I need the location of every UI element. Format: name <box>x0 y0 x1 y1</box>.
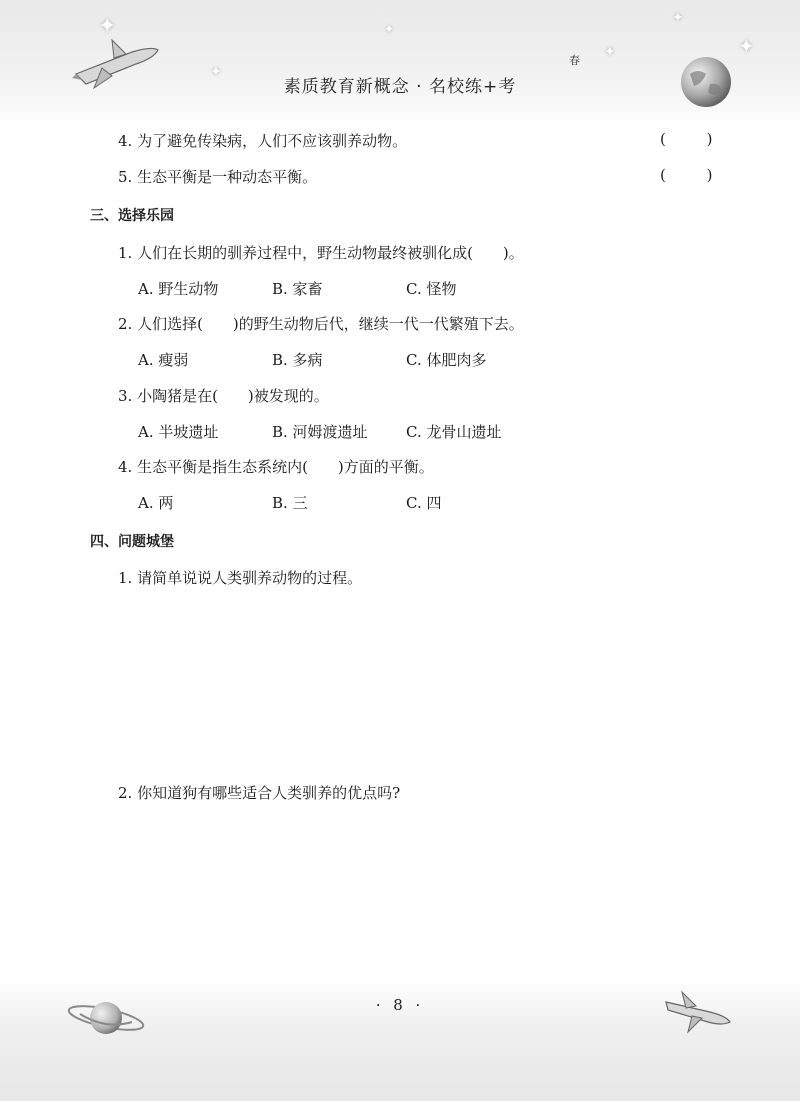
judgment-item: 4. 为了避免传染病，人们不应该驯养动物。 <box>118 132 408 150</box>
sparkle-icon: ✦ <box>604 44 616 60</box>
question-text: 2. 人们选择( )的野生动物后代，继续一代一代繁殖下去。 <box>118 315 524 333</box>
section-heading: 四、问题城堡 <box>90 534 174 550</box>
sparkle-icon: ✦ <box>738 34 755 58</box>
sparkle-icon: ✦ <box>672 10 684 26</box>
sparkle-icon: ✦ <box>98 14 117 39</box>
option-c: C. 四 <box>406 494 442 512</box>
sparkle-icon: ✦ <box>384 22 395 36</box>
page-number: · 8 · <box>375 996 425 1014</box>
section-heading: 三、选择乐园 <box>90 208 174 224</box>
option-c: C. 龙骨山遗址 <box>406 423 502 441</box>
option-b: B. 三 <box>272 494 308 512</box>
option-a: A. 瘦弱 <box>138 351 189 369</box>
answer-bracket: ( ) <box>660 166 731 184</box>
option-c: C. 体肥肉多 <box>406 351 487 369</box>
page-header <box>0 0 800 125</box>
answer-bracket: ( ) <box>660 130 731 148</box>
page-header-title: 素质教育新概念 · 名校练+考 <box>283 77 517 97</box>
option-c: C. 怪物 <box>406 280 457 298</box>
question-text: 3. 小陶猪是在( )被发现的。 <box>118 387 329 405</box>
option-b: B. 家畜 <box>272 280 323 298</box>
option-a: A. 半坡遗址 <box>138 423 219 441</box>
sparkle-icon: ✦ <box>210 64 222 80</box>
option-a: A. 两 <box>138 494 174 512</box>
option-b: B. 多病 <box>272 351 323 369</box>
question-text: 4. 生态平衡是指生态系统内( )方面的平衡。 <box>118 458 434 476</box>
question-text: 2. 你知道狗有哪些适合人类驯养的优点吗? <box>118 784 401 802</box>
judgment-item: 5. 生态平衡是一种动态平衡。 <box>118 168 318 186</box>
question-text: 1. 人们在长期的驯养过程中，野生动物最终被驯化成( )。 <box>118 244 524 262</box>
season-tag: 春 <box>569 54 580 67</box>
question-text: 1. 请简单说说人类驯养动物的过程。 <box>118 569 363 587</box>
option-a: A. 野生动物 <box>138 280 219 298</box>
option-b: B. 河姆渡遗址 <box>272 423 368 441</box>
